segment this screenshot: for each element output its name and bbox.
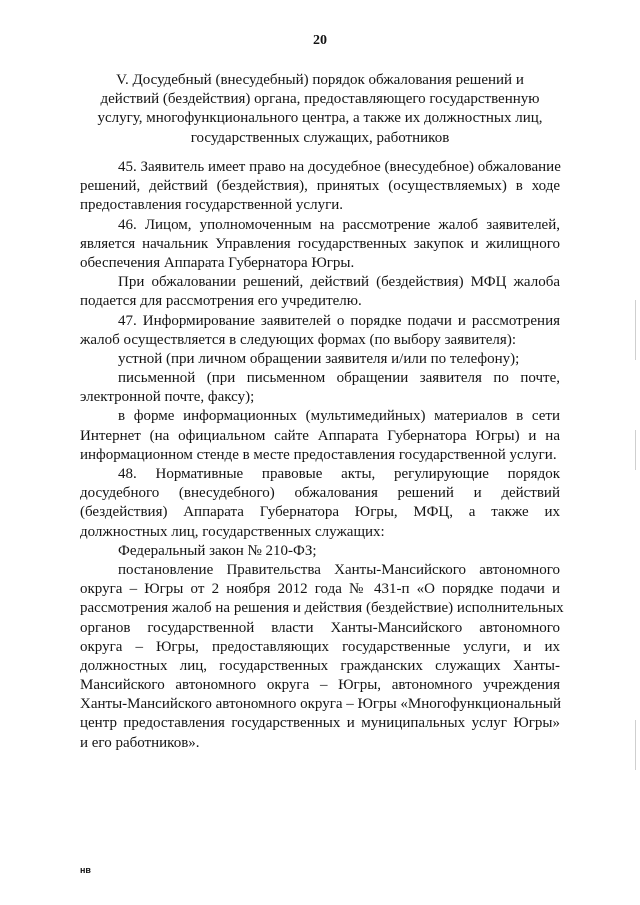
text-line: устной (при личном обращении заявителя и/или по телефону); [118, 350, 520, 367]
section-title [84, 71, 556, 148]
section-title-line: действий (бездействия) органа, предоставляющего государственную [100, 91, 540, 108]
text-line: предоставления государственной услуги. [80, 197, 344, 214]
text-line: Федеральный закон № 210-ФЗ; [118, 542, 317, 559]
text-line: Интернет (на официальном сайте Аппарата Губернатора Югры) и на [80, 427, 560, 444]
page-number: 20 [313, 33, 327, 48]
section-title-line: V. Досудебный (внесудебный) порядок обжалования решений и [116, 72, 524, 88]
body-text [80, 158, 564, 753]
footer-mark: нв [80, 865, 91, 875]
text-line: 48. Нормативные правовые акты, регулирующие порядок [118, 466, 560, 482]
text-line: постановление Правительства Ханты-Мансийского автономного [118, 561, 560, 578]
text-line: округа – Югры, предоставляющих государственные услуги, и их [80, 638, 560, 655]
text-line: органов государственной власти Ханты-Мансийского автономного [80, 619, 560, 636]
scan-edge-mark [635, 300, 636, 360]
text-line: центр предоставления государственных и муниципальных услуг Югры» [80, 715, 560, 732]
text-line: письменной (при письменном обращении заявителя по почте, [118, 370, 560, 387]
text-line: округа – Югры от 2 ноября 2012 года № 431-п «О порядке подачи и [80, 581, 560, 598]
text-line: электронной почте, факсу); [80, 389, 255, 406]
text-line: в форме информационных (мультимедийных) материалов в сети [118, 408, 560, 425]
text-line: 45. Заявитель имеет право на досудебное (внесудебное) обжалование [118, 159, 561, 175]
text-line: 47. Информирование заявителей о порядке подачи и рассмотрения [118, 312, 560, 329]
text-line: подается для рассмотрения его учредителю. [80, 293, 362, 310]
text-line: Ханты-Мансийского автономного округа – Югры «Многофункциональный [80, 696, 562, 713]
text-line: является начальник Управления государственных закупок и жилищного [80, 235, 560, 252]
text-line: Мансийского автономного округа – Югры, автономного учреждения [80, 677, 560, 694]
text-line: обеспечения Аппарата Губернатора Югры. [80, 254, 355, 271]
text-line: 46. Лицом, уполномоченным на рассмотрение жалоб заявителей, [118, 216, 560, 233]
text-line: досудебного (внесудебного) обжалования решений и действий [80, 485, 560, 502]
section-title-line: государственных служащих, работников [190, 129, 450, 146]
text-line: должностных лиц, государственных служащих: [80, 523, 385, 540]
text-line: жалоб осуществляется в следующих формах (по выбору заявителя): [80, 331, 516, 348]
text-line: решений, действий (бездействия), принятых (осуществляемых) в ходе [80, 178, 560, 195]
text-line: должностных лиц, государственных гражданских служащих Ханты- [80, 657, 560, 674]
text-line: (бездействия) Аппарата Губернатора Югры, МФЦ, а также их [80, 504, 560, 521]
scan-edge-mark [635, 720, 636, 770]
scan-edge-mark [635, 430, 636, 470]
text-line: При обжаловании решений, действий (бездействия) МФЦ жалоба [118, 274, 560, 291]
text-line: и его работников». [80, 734, 200, 751]
text-line: информационном стенде в месте предоставления государственной услуги. [80, 446, 557, 463]
section-title-line: услугу, многофункционального центра, а также их должностных лиц, [97, 110, 543, 127]
text-line: рассмотрения жалоб на решения и действия (бездействие) исполнительных [80, 600, 564, 617]
